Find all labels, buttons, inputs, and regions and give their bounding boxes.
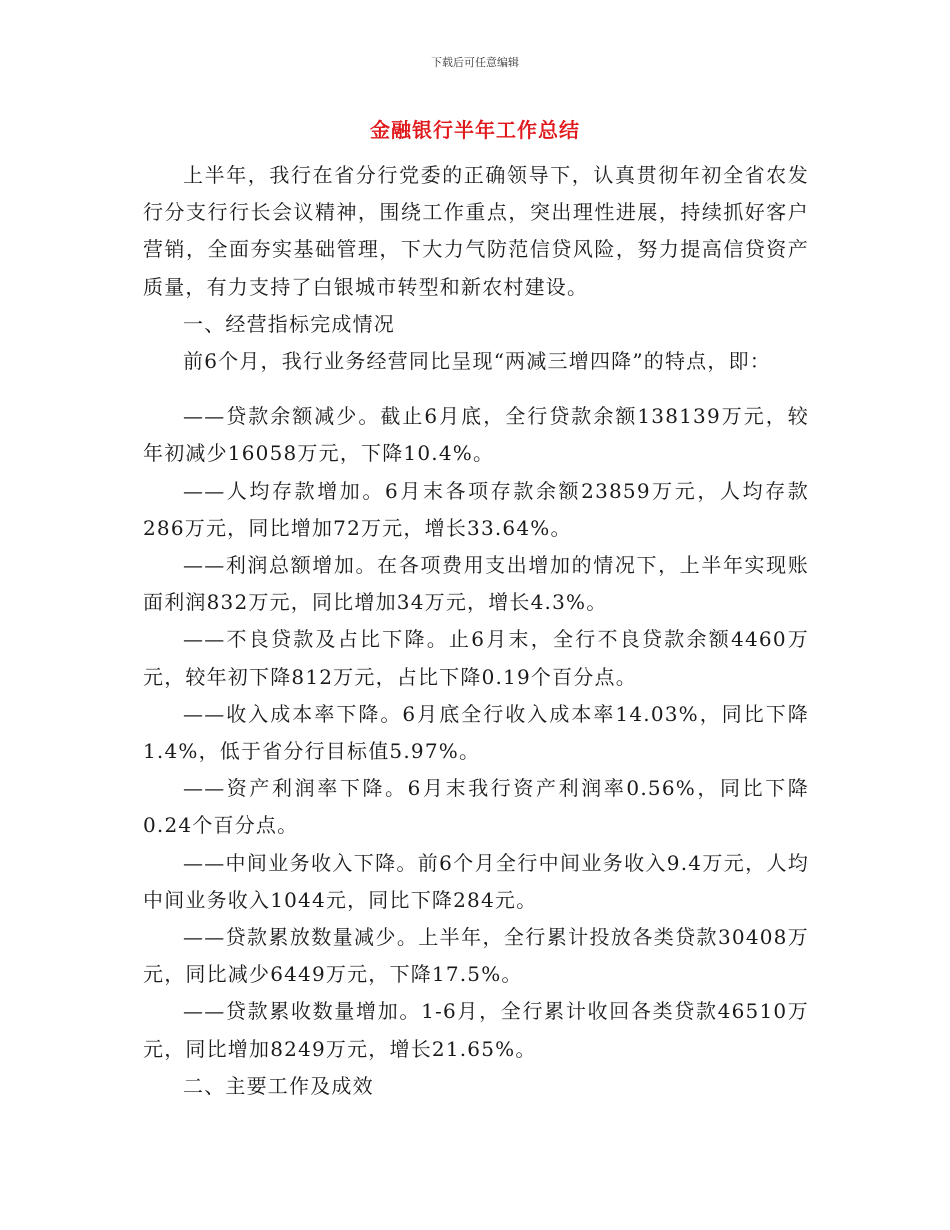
paragraph-bad-loans: ——不良贷款及占比下降。止6月末，全行不良贷款余额4460万元，较年初下降812万元，占比下降0.19个百分点。 bbox=[143, 627, 809, 689]
paragraph-asset-profit: ——资产利润率下降。6月末我行资产利润率0.56%，同比下降0.24个百分点。 bbox=[143, 776, 809, 838]
section-heading-1: 一、经营指标完成情况 bbox=[183, 311, 395, 336]
paragraph-loans-issued: ——贷款累放数量减少。上半年，全行累计投放各类贷款30408万元，同比减少6449万元，下降17.5%。 bbox=[143, 925, 809, 987]
paragraph-loan-balance: ——贷款余额减少。截止6月底，全行贷款余额138139万元，较年初减少16058万元，下降10.4%。 bbox=[143, 404, 809, 466]
document-body bbox=[143, 157, 809, 1105]
paragraph-intro: 上半年，我行在省分行党委的正确领导下，认真贯彻年初全省农发行分支行行长会议精神，围绕工作重点，突出理性进展，持续抓好客户营销，全面夯实基础管理，下大力气防范信贷风险，努力提高信贷资产质量，有力支持了白银城市转型和新农村建设。 bbox=[143, 163, 809, 299]
paragraph-deposits: ——人均存款增加。6月末各项存款余额23859万元，人均存款286万元，同比增加72万元，增长33.64%。 bbox=[143, 478, 809, 540]
paragraph-summary: 前6个月，我行业务经营同比呈现“两减三增四降”的特点，即： bbox=[183, 349, 771, 374]
section-heading-2: 二、主要工作及成效 bbox=[183, 1073, 374, 1098]
document-title: 金融银行半年工作总结 bbox=[370, 118, 580, 142]
paragraph-cost-ratio: ——收入成本率下降。6月底全行收入成本率14.03%，同比下降1.4%，低于省分行目标值5.97%。 bbox=[143, 701, 809, 764]
paragraph-loans-recovered: ——贷款累收数量增加。1-6月，全行累计收回各类贷款46510万元，同比增加8249万元，增长21.65%。 bbox=[143, 999, 809, 1061]
paragraph-profit: ——利润总额增加。在各项费用支出增加的情况下，上半年实现账面利润832万元，同比增加34万元，增长4.3%。 bbox=[143, 553, 809, 615]
header-note: 下载后可任意编辑 bbox=[431, 56, 519, 69]
paragraph-intermediate-income: ——中间业务收入下降。前6个月全行中间业务收入9.4万元，人均中间业务收入1044元，同比下降284元。 bbox=[143, 850, 809, 912]
